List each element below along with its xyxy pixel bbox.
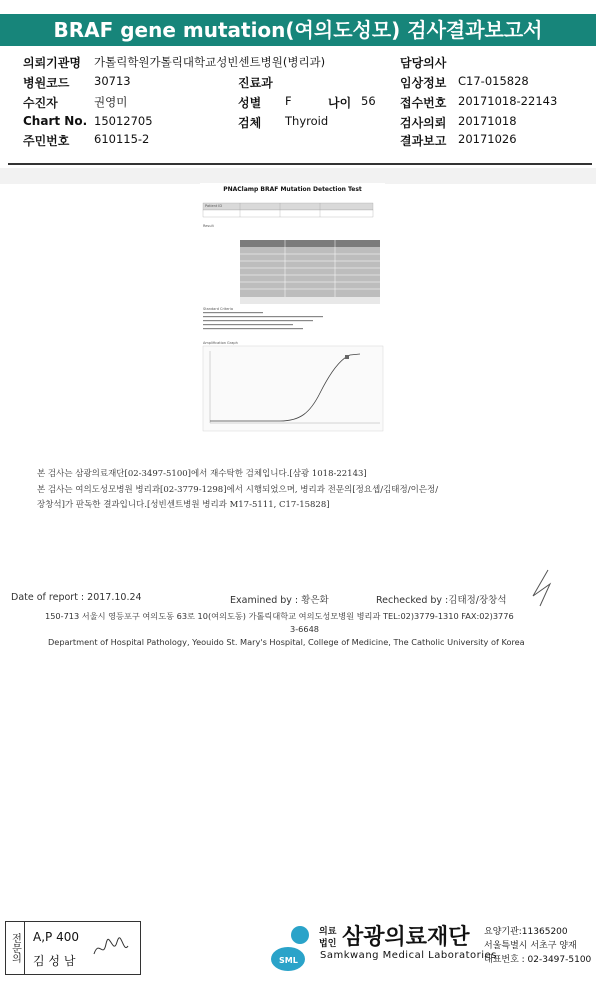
pnaclamp-sheet xyxy=(200,183,385,433)
report-header xyxy=(0,46,596,166)
korean-note-2: 본 검사는 여의도성모병원 병리과[02-3779-1298]에서 시행되었으며, 병리과 전문의[정요셉/김태정/이은정/ xyxy=(37,485,439,495)
request-label: 검사의뢰 xyxy=(400,116,447,130)
chart-label: Chart No. xyxy=(23,114,88,128)
sml-logo-text: SML xyxy=(279,956,298,965)
org-name: 삼광의료재단 xyxy=(342,925,470,950)
header-divider xyxy=(8,163,592,165)
clinical-info-value: C17-015828 xyxy=(458,74,529,88)
sex-value: F xyxy=(285,94,292,108)
age-label: 나이 xyxy=(328,96,352,110)
report-label: 결과보고 xyxy=(400,134,447,148)
org-phone: 대표번호 : 02-3497-5100 xyxy=(484,955,592,965)
specimen-value: Thyroid xyxy=(285,114,329,128)
rechecked-by: Rechecked by :김태정/장창석 xyxy=(376,595,507,606)
stamp-name: 김 성 남 xyxy=(33,954,76,968)
institution-value: 가톨릭학원가톨릭대학교성빈센트병원(병리과) xyxy=(94,55,326,69)
sex-label: 성별 xyxy=(238,96,262,110)
request-value: 20171018 xyxy=(458,114,517,128)
reviewer-signature xyxy=(528,568,562,608)
org-prefix-top: 의료 xyxy=(319,927,337,937)
doctor-label: 담당의사 xyxy=(400,56,447,70)
scan-band xyxy=(0,168,596,184)
specimen-label: 검체 xyxy=(238,116,262,130)
dept-line: Department of Hospital Pathology, Yeouido St. Mary's Hospital, College of Medicine, The Catholic University of Korea xyxy=(48,637,525,647)
sheet-criteria-label: Standard Criteria xyxy=(203,307,233,311)
pathologist-stamp xyxy=(5,921,141,975)
resident-label: 주민번호 xyxy=(23,134,70,148)
lab-address-2: 3-6648 xyxy=(290,624,320,634)
report-value: 20171026 xyxy=(458,132,517,146)
stamp-code: A,P 400 xyxy=(33,930,79,944)
sml-logo xyxy=(270,923,318,971)
org-english: Samkwang Medical Laboratories xyxy=(320,950,497,961)
receipt-label: 접수번호 xyxy=(400,96,447,110)
korean-note-3: 장창석]가 판독한 결과입니다.[성빈센트병원 병리과 M17-5111, C17-15828] xyxy=(37,500,330,510)
collector-value: 권영미 xyxy=(94,95,128,109)
hospital-code-value: 30713 xyxy=(94,74,131,88)
age-value: 56 xyxy=(361,94,376,108)
org-prefix-bottom: 법인 xyxy=(319,939,337,949)
stamp-vertical-text: 전문의 xyxy=(9,933,21,963)
lab-address: 150-713 서울시 영등포구 여의도동 63로 10(여의도동) 가톨릭대학교 여의도성모병원 병리과 TEL:02)3779-1310 FAX:02)3776 xyxy=(45,611,514,621)
report-title: BRAF gene mutation(여의도성모) 검사결과보고서 xyxy=(0,14,596,46)
examined-by: Examined by : 황은화 xyxy=(230,595,329,606)
report-date: Date of report : 2017.10.24 xyxy=(11,592,142,603)
receipt-value: 20171018-22143 xyxy=(458,94,558,108)
dept-label: 진료과 xyxy=(238,76,273,90)
stamp-vertical-label xyxy=(6,922,25,974)
sheet-title: PNAClamp BRAF Mutation Detection Test xyxy=(223,186,362,193)
org-address: 서울특별시 서초구 양재 xyxy=(484,941,577,951)
hospital-code-label: 병원코드 xyxy=(23,76,70,90)
institution-label: 의뢰기관명 xyxy=(23,56,81,70)
collector-label: 수진자 xyxy=(23,96,58,110)
sheet-row-label: Patient ID xyxy=(205,204,223,208)
org-code: 요양기관:11365200 xyxy=(484,927,568,937)
stamp-signature xyxy=(91,934,131,964)
korean-note-1: 본 검사는 삼광의료재단[02-3497-5100]에서 재수탁한 검체입니다.[삼광 1018-22143] xyxy=(37,469,367,479)
clinical-info-label: 임상정보 xyxy=(400,76,447,90)
sheet-result-label: Result xyxy=(203,224,214,228)
sheet-graph-label: Amplification Graph xyxy=(203,341,238,345)
chart-value: 15012705 xyxy=(94,114,153,128)
resident-value: 610115-2 xyxy=(94,132,150,146)
